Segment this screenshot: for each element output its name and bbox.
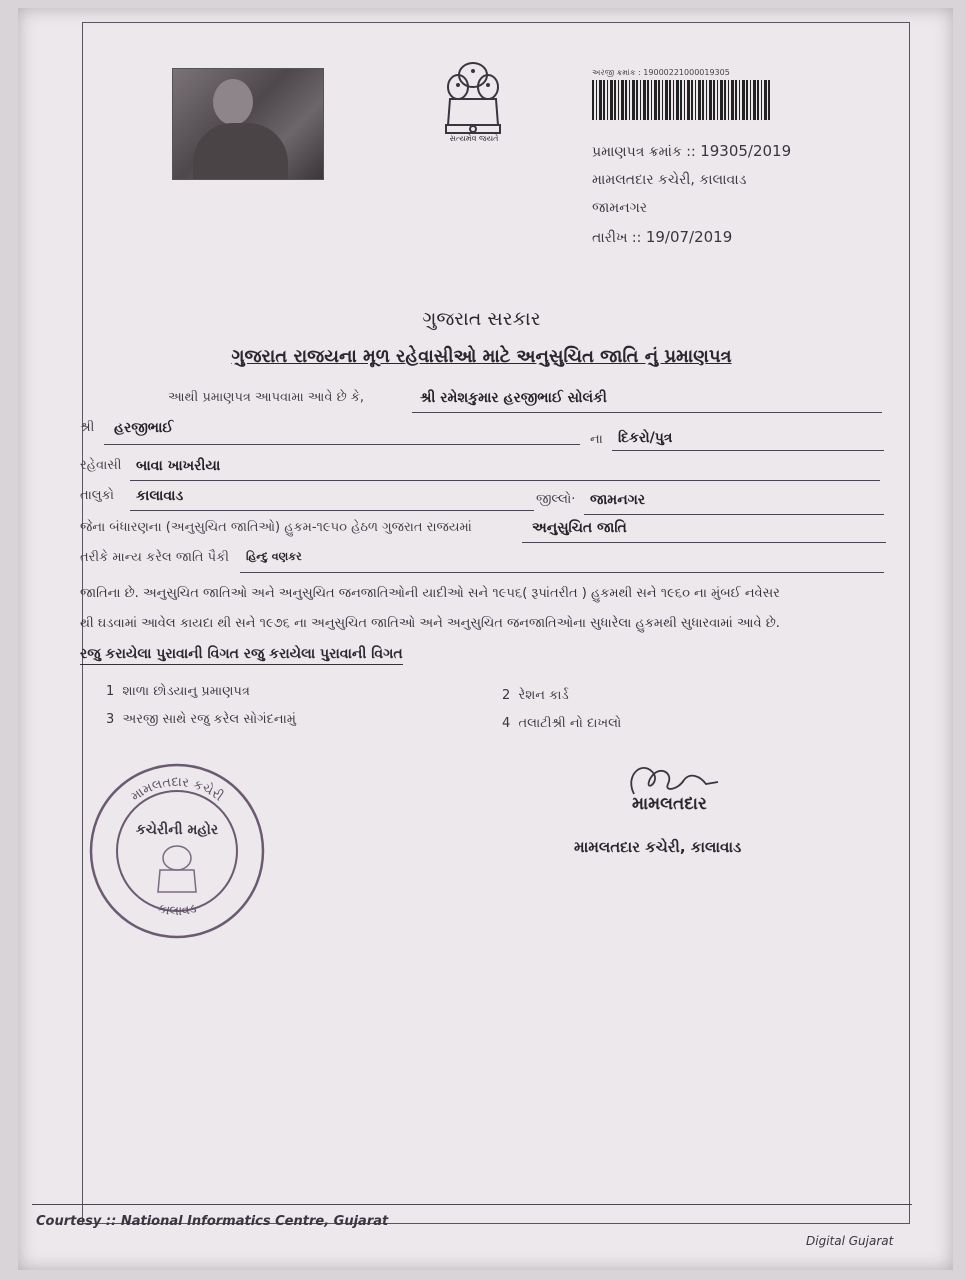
relation-value: દિકરો/પુત્ર: [618, 430, 673, 446]
order-label: જેના બંધારણના (અનુસુચિત જાતિઓ) હુકમ-૧૯૫૦ હેઠળ ગુજરાત રાજયમાં: [80, 520, 472, 535]
svg-text:મામલતદાર કચેરી: [128, 775, 226, 805]
emblem-caption: સત્યમેવ જયતે: [449, 134, 499, 143]
taluka-label: તાલુકો: [80, 488, 115, 503]
barcode: [592, 80, 772, 120]
relation-label: ના: [590, 432, 603, 447]
certificate-title: ગુજરાત રાજયના મૂળ રહેવાસીઓ માટે અનુસુચિત જાતિ નું પ્રમાણપત્ર: [231, 346, 732, 367]
certificate-number: પ્રમાણપત્ર ક્રમાંક :: 19305/2019: [592, 142, 792, 160]
office-seal-icon: [88, 762, 266, 940]
intro-label: આથી પ્રમાણપત્ર આપવામા આવે છે કે,: [168, 390, 365, 405]
district-label: જીલ્લો·: [536, 492, 576, 507]
father-label: શ્રી: [80, 420, 95, 435]
issue-date: તારીખ :: 19/07/2019: [592, 228, 733, 246]
father-name: હરજીભાઈ: [114, 420, 174, 436]
issuing-district: જામનગર: [592, 200, 648, 216]
svg-text:કાલાવડ: [156, 901, 198, 919]
district-value: જામનગર: [590, 492, 646, 508]
seal-bottom-text: કાલાવડ: [156, 901, 199, 920]
evidence-heading: રજુ કરાયેલા પુરાવાની વિગત રજુ કરાયેલા પુરાવાની વિગત: [80, 646, 403, 665]
applicant-photo: [172, 68, 324, 180]
government-heading: ગુજરાત સરકાર: [422, 308, 541, 330]
seal-center-text: કચેરીની મહોર: [135, 822, 219, 838]
paragraph-line-2: થી ઘડવામાં આવેલ કાયદા થી સને ૧૯૭૬ ના અનુસુચિત જાતિઓ અને અનુસુચિત જનજાતિઓના સુધારેલા હુકમથી સુધારવામાં આવે છે.: [80, 616, 780, 631]
resident-village: બાવા ખાખરીયા: [136, 458, 221, 474]
signatory-office: મામલતદાર કચેરી, કાલાવાડ: [574, 838, 742, 856]
issuing-office: મામલતદાર કચેરી, કાલાવાડ: [592, 172, 747, 188]
paragraph-line-1: જાતિના છે. અનુસુચિત જાતિઓ અને અનુસુચિત જનજાતિઓની યાદીઓ સને ૧૯૫૬( રૂપાંતરીત ) હુકમથી સને ૧૯૬૦ ના મુંબઈ નવેસર: [80, 586, 780, 601]
applicant-name: શ્રી રમેશકુમાર હરજીભાઈ સોલંકી: [420, 390, 607, 406]
seal-top-text: મામલતદાર કચેરી: [128, 774, 226, 805]
category-value: અનુસુચિત જાતિ: [532, 520, 627, 536]
evidence-item-2: 2 રેશન કાર્ડ: [502, 688, 569, 703]
evidence-item-1: 1 શાળા છોડયાનુ પ્રમાણપત્ર: [106, 684, 250, 699]
certificate-sheet: [18, 8, 953, 1270]
footer-brand: Digital Gujarat: [806, 1234, 894, 1248]
caste-value: હિન્દુ વણકર: [246, 550, 302, 563]
taluka-value: કાલાવાડ: [136, 488, 184, 504]
evidence-item-3: 3 અરજી સાથે રજુ કરેલ સોગંદનામું: [106, 712, 296, 727]
resident-label: રહેવાસી: [80, 458, 122, 473]
footer-courtesy: Courtesy :: National Informatics Centre, Gujarat: [36, 1214, 389, 1229]
caste-label: તરીકે માન્ય કરેલ જાતિ પૈકી: [80, 550, 229, 565]
evidence-item-4: 4 તલાટીશ્રી નો દાખલો: [502, 716, 622, 731]
serial-number: અરજી ક્રમાંક : 19000221000019305: [592, 68, 730, 77]
signatory-title: મામલતદાર: [632, 794, 707, 814]
